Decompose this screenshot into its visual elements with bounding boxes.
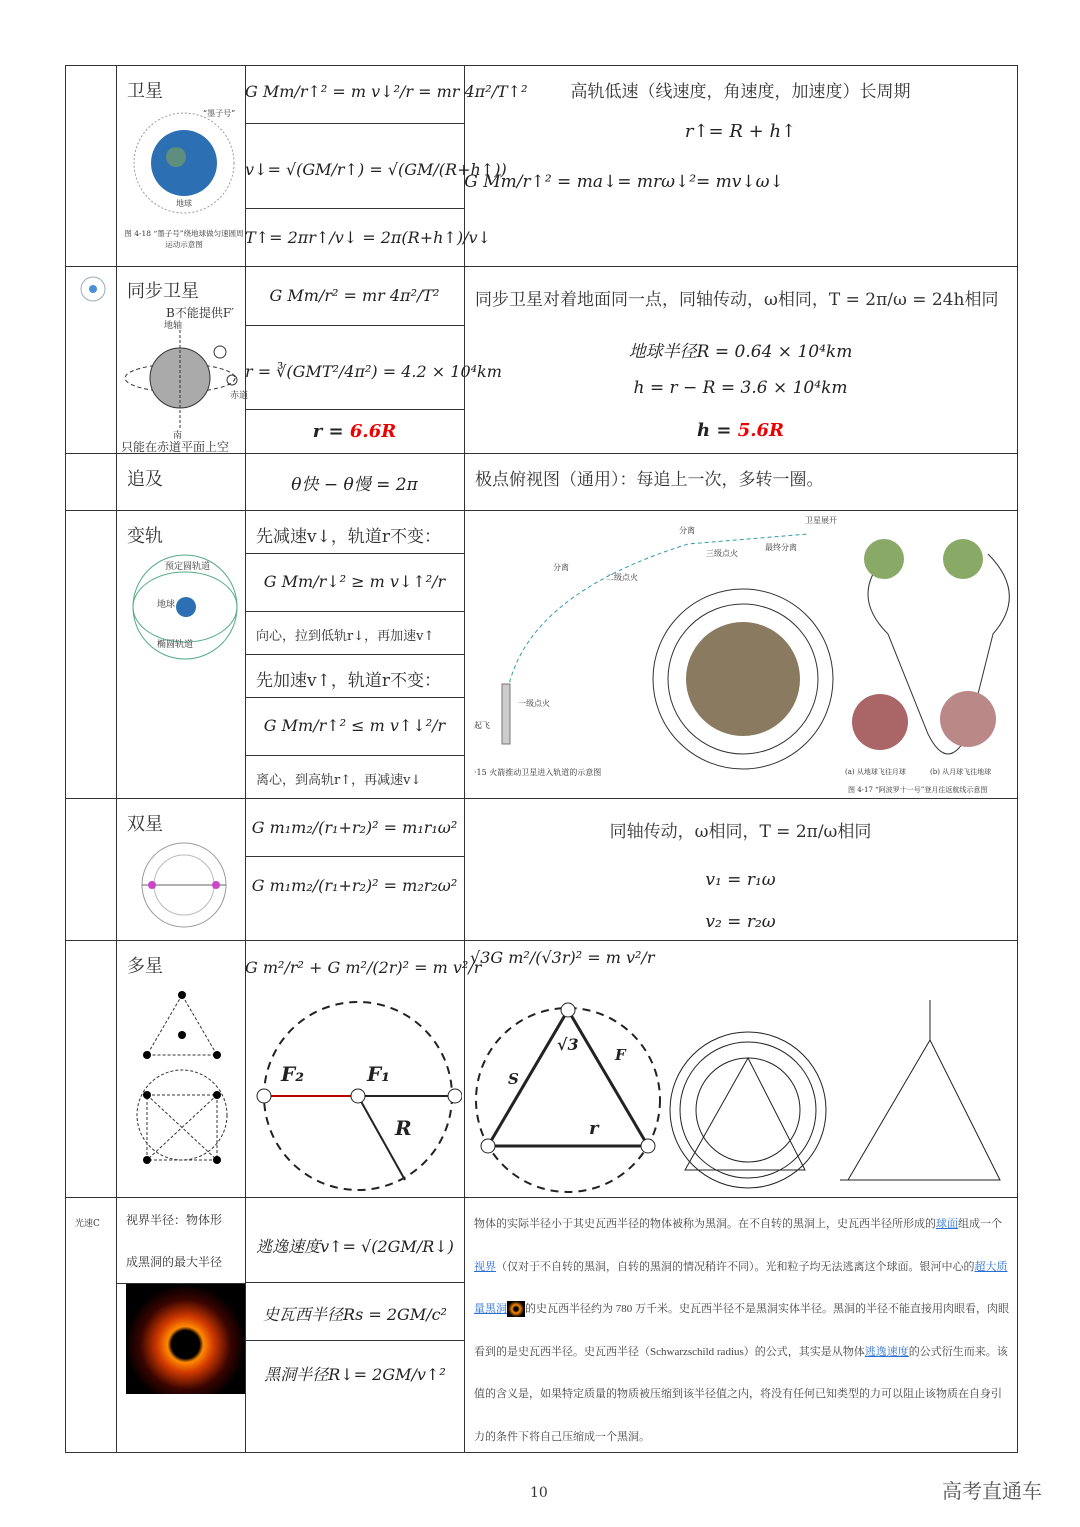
- step-text: 向心，拉到低轨r↓，再加速v↑: [256, 629, 435, 644]
- link-supermassive[interactable]: 超大质量黑洞: [474, 1260, 1008, 1315]
- figure-label: 一级点火: [518, 699, 550, 708]
- figure-label: 赤道: [230, 391, 249, 401]
- note: 极点俯视图（通用）：每追上一次，多转一圈。: [475, 470, 824, 490]
- figure-label: S: [508, 1070, 519, 1088]
- row-title-blackhole: 成黑洞的最大半径: [126, 1255, 223, 1269]
- figure-caption: 只能在赤道平面上空: [121, 440, 230, 454]
- link-escape-velocity[interactable]: 逃逸速度: [864, 1345, 909, 1358]
- formula: G m₁m₂/(r₁+r₂)² = m₁r₁ω²: [251, 818, 458, 837]
- formula: T↑= 2πr↑/v↓ = 2π(R+h↑)/v↓: [245, 228, 491, 247]
- row-title-blackhole: 视界半径：物体形: [126, 1213, 223, 1227]
- figure-label: R: [395, 1116, 412, 1140]
- orbit-thumbnail: [74, 274, 112, 308]
- black-hole-thumb: [507, 1301, 525, 1317]
- figure-label: 二级点火: [606, 573, 638, 582]
- blackhole-paragraph: 物体的实际半径小于其史瓦西半径的物体被称为黑洞。在不自转的黑洞上，史瓦西半径所形成的球面组成一个视界（仅对于不自转的黑洞，自转的黑洞的情况稍许不同）。光和粒子均无法逃离这个球面。银河中心的超大质量黑洞 的史瓦西半径约为 780 万千米。史瓦西半径不是黑洞实体半径。黑洞的半径不能直接用肉眼看，肉眼看到的是史瓦西半径。史瓦西半径（Schwarzschild radius）的公式，其实是从物体逃逸速度的公式衍生而来。该值的含义是，如果特定质量的物质被压缩到该半径值之内，将没有任何已知类型的力可以阻止该物质在自身引力的条件下将自己压缩成一个黑洞。: [474, 1218, 1009, 1443]
- link-sphere[interactable]: 球面: [936, 1218, 958, 1230]
- link-horizon[interactable]: 视界: [474, 1260, 496, 1273]
- figure-label: 三级点火: [706, 549, 738, 558]
- three-star-line-figure: [250, 1000, 462, 1195]
- figure-label: √3: [557, 1035, 579, 1054]
- formula: 地球半径R = 0.64 × 10⁴km: [628, 342, 853, 362]
- row-title-multi: 多星: [127, 956, 163, 977]
- formula: G m²/r² + G m²/(2r)² = m v²/r: [245, 958, 482, 977]
- figure-label: 地轴: [164, 321, 183, 331]
- row-title-binary: 双星: [127, 814, 163, 835]
- rocket-and-apollo-figure: [468, 514, 1013, 794]
- row-title-satellite: 卫星: [127, 81, 163, 102]
- formula: G m₁m₂/(r₁+r₂)² = m₂r₂ω²: [251, 876, 458, 895]
- figure-label: 地球: [157, 600, 176, 610]
- step-text: 先减速v↓，轨道r不变：: [256, 527, 441, 547]
- formula: 逃逸速度v↑= √(2GM/R↓): [256, 1237, 454, 1256]
- figure-label: 分离: [553, 563, 569, 572]
- figure-label: 南: [173, 431, 183, 441]
- figure-label: F: [615, 1046, 626, 1064]
- row-title-orbit: 变轨: [127, 526, 163, 547]
- formula: G Mm/r↓² ≥ m v↓↑²/r: [263, 572, 446, 591]
- figure-caption: ·15 火箭推动卫星进入轨道的示意图: [474, 768, 602, 777]
- figure-label: r: [589, 1118, 599, 1139]
- formula: v₂ = r₂ω: [705, 912, 776, 932]
- formula: 黑洞半径R↓= 2GM/v↑²: [264, 1365, 446, 1384]
- figure-label: 地球: [176, 199, 192, 208]
- figure-label: 分离: [679, 526, 695, 535]
- formula: v₁ = r₁ω: [705, 870, 776, 890]
- multi-star-figure: [122, 985, 242, 1170]
- figure-label: B不能提供F′: [166, 306, 234, 320]
- row-title-chase: 追及: [127, 469, 163, 490]
- note: 同轴传动，ω相同，T = 2π/ω相同: [609, 822, 872, 842]
- figure-caption: 图 4-18 “墨子号”绕地球做匀速圆周运动示意图: [124, 229, 244, 249]
- formula: √3G m²/(√3r)² = m v²/r: [470, 948, 655, 967]
- figure-label: 最终分离: [765, 543, 797, 552]
- figure-caption: (a) 从地球飞往月球: [845, 768, 906, 776]
- formula: h = r − R = 3.6 × 10⁴km: [633, 378, 848, 398]
- binary-star-figure: [126, 840, 242, 930]
- step-text: 离心，到高轨r↑，再减速v↓: [256, 773, 422, 788]
- figure-label: F₂: [281, 1062, 304, 1086]
- figure-label: 预定圆轨道: [165, 562, 211, 572]
- figure-label: 起飞: [474, 721, 490, 730]
- figure-label: 卫星展开: [805, 516, 837, 525]
- watermark: 高考直通车: [942, 1479, 1042, 1503]
- formula: G Mm/r↑² = ma↓= mrω↓²= mv↓ω↓: [464, 172, 784, 192]
- figure-label: 椭圆轨道: [157, 640, 194, 650]
- note: 同步卫星对着地面同一点，同轴传动，ω相同，T = 2π/ω = 24h相同: [475, 290, 999, 310]
- formula: G Mm/r↑² ≤ m v↑↓²/r: [263, 716, 446, 735]
- note: 高轨低速（线速度，角速度，加速度）长周期: [570, 82, 911, 102]
- row-title-sync: 同步卫星: [127, 281, 199, 302]
- formula: r = ∛(GMT²/4π²) = 4.2 × 10⁴km: [245, 362, 502, 381]
- formula: r↑= R + h↑: [684, 121, 797, 142]
- formula: 史瓦西半径Rs = 2GM/c²: [263, 1305, 447, 1324]
- side-label: 光速C: [75, 1219, 100, 1229]
- figure-caption: (b) 从月球飞往地球: [930, 768, 992, 776]
- formula: h = 5.6R: [697, 420, 784, 441]
- three-star-triangle-figures: [470, 1000, 1010, 1195]
- formula: θ快 − θ慢 = 2π: [291, 475, 418, 495]
- figure-label: F₁: [367, 1062, 390, 1086]
- formula: v↓= √(GM/r↑) = √(GM/(R+h↑)): [245, 160, 507, 179]
- figure-label: “墨子号”: [203, 109, 236, 118]
- sync-satellite-figure: [122, 330, 242, 430]
- figure-caption: 图 4-17 “阿波罗十一号”登月往返航线示意图: [848, 786, 988, 794]
- formula: G Mm/r² = mr 4π²/T²: [269, 286, 440, 305]
- page-number: 10: [530, 1485, 548, 1501]
- step-text: 先加速v↑，轨道r不变：: [256, 671, 441, 691]
- formula: G Mm/r↑² = m v↓²/r = mr 4π²/T↑²: [245, 82, 528, 101]
- black-hole-image: [126, 1284, 245, 1394]
- formula: r = 6.6R: [312, 421, 397, 442]
